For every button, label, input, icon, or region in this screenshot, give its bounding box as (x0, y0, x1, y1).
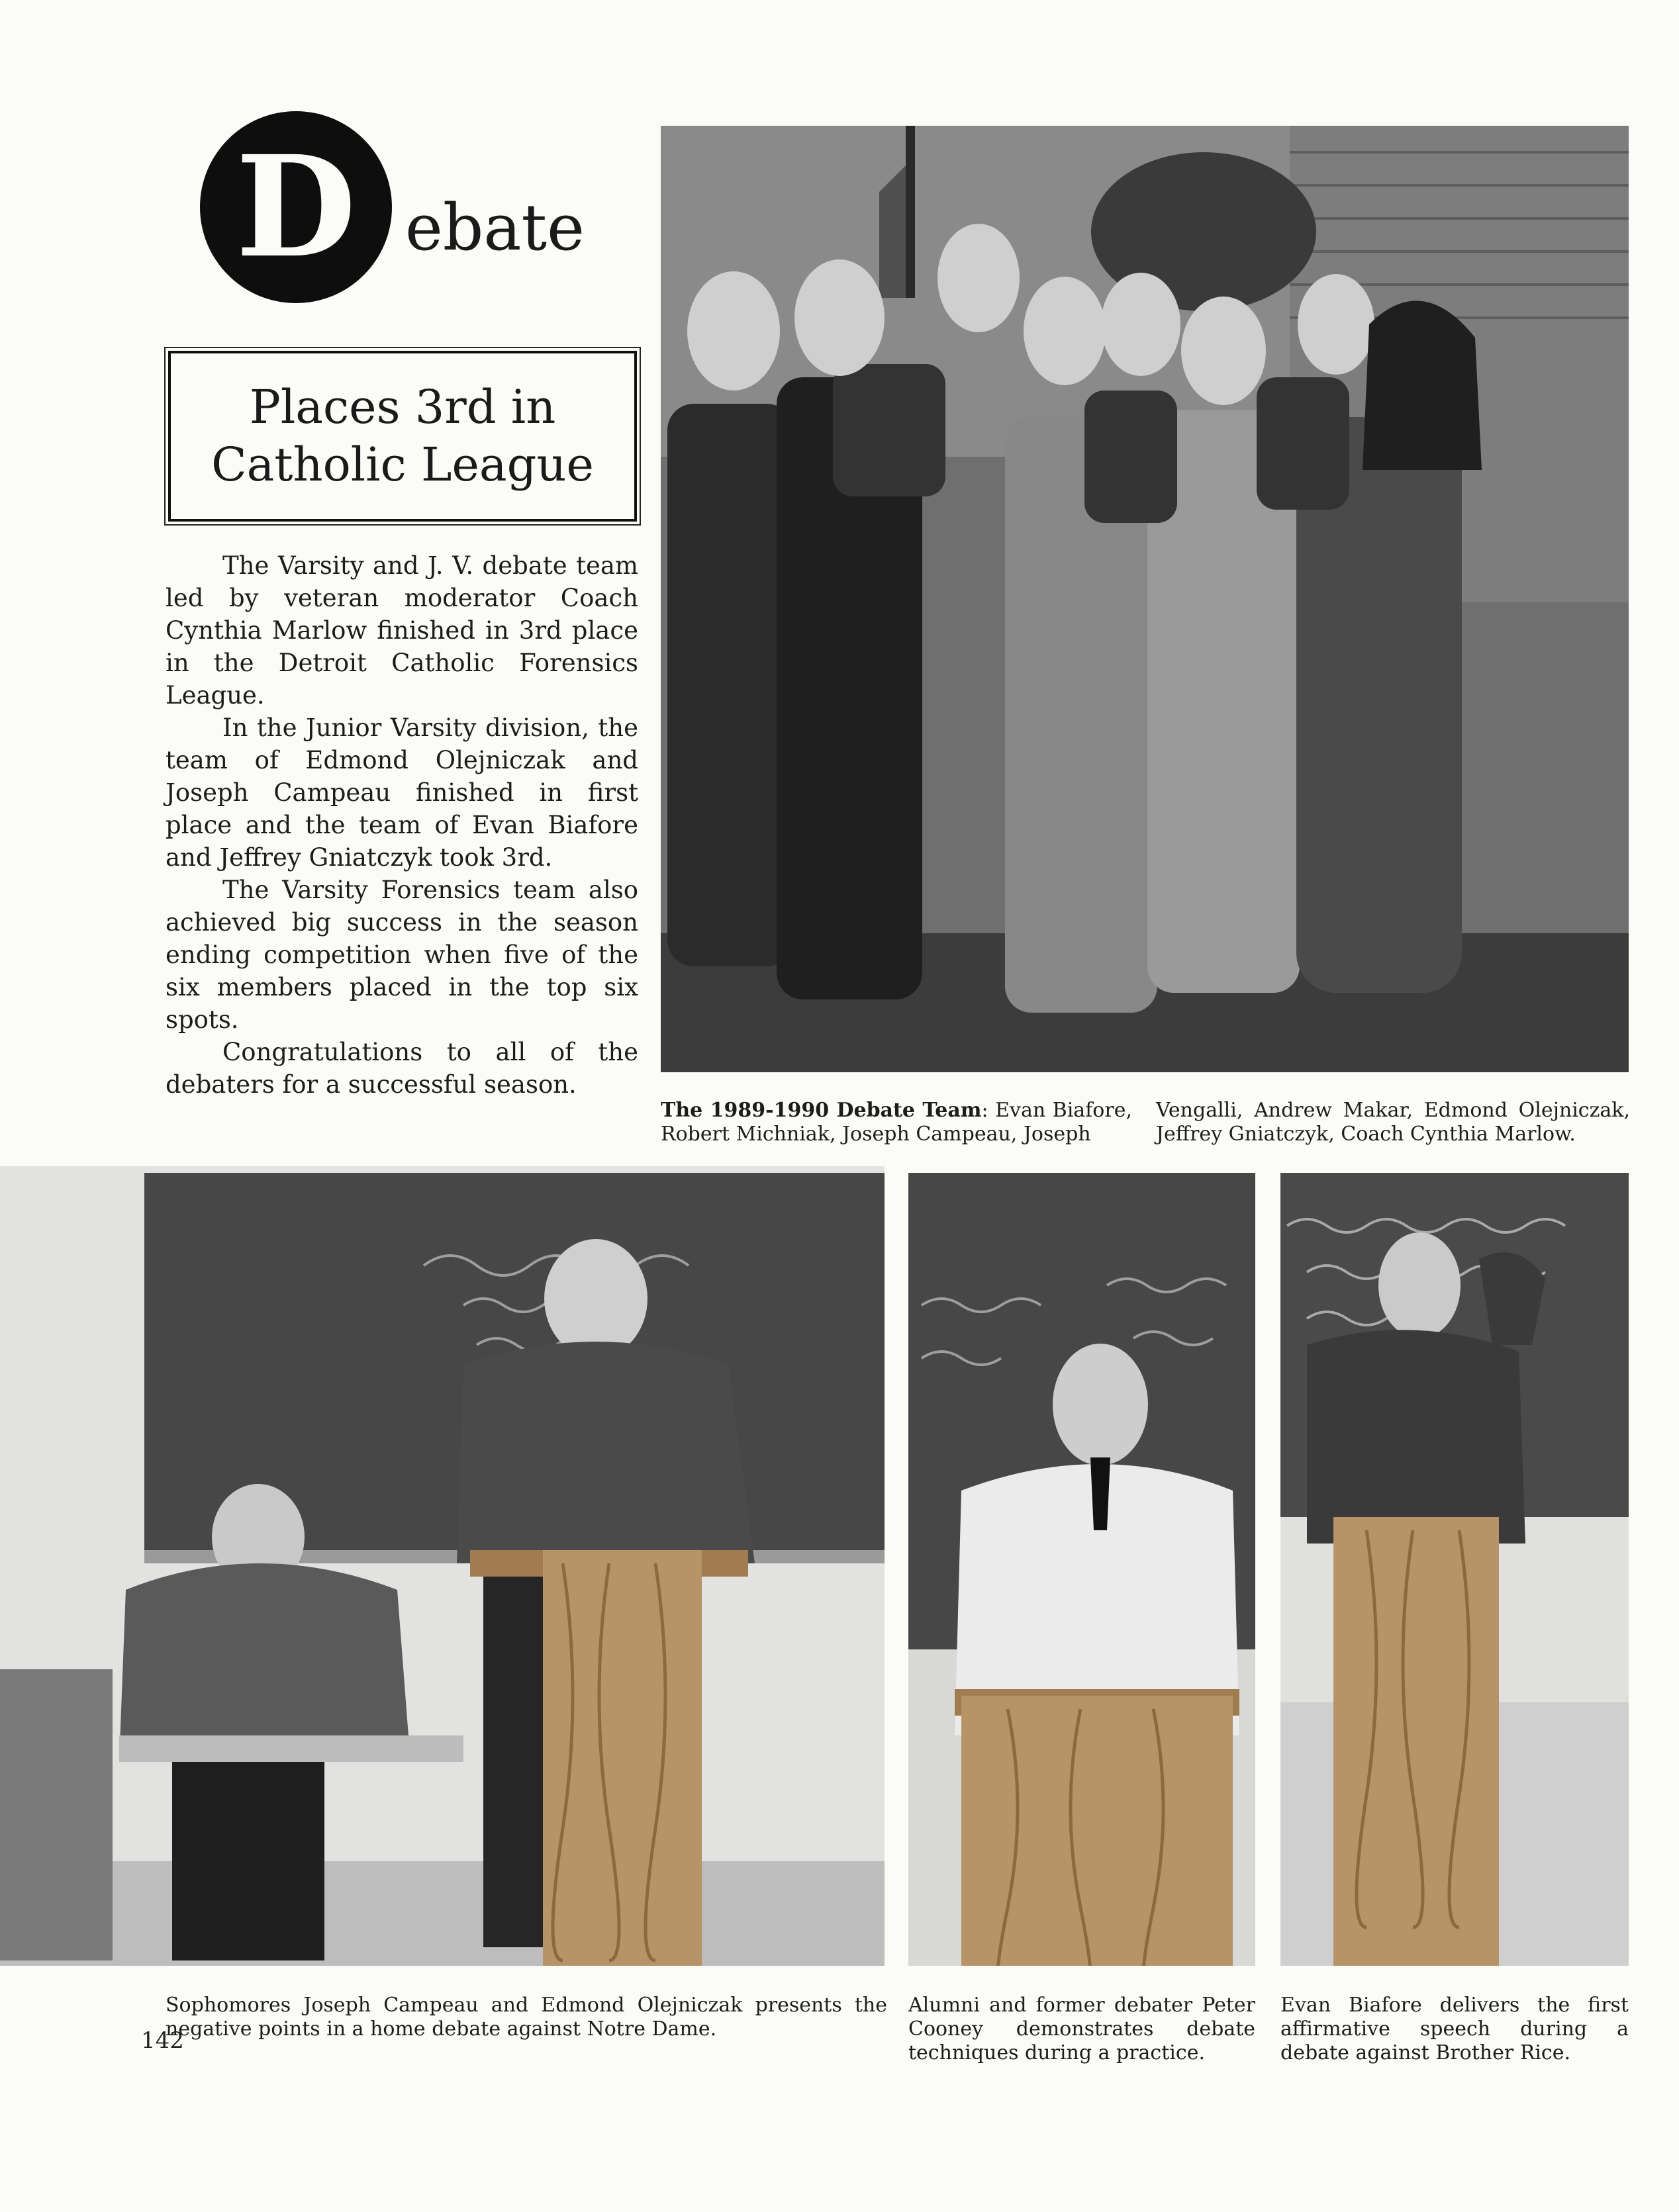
caption-photo-middle: Alumni and former debater Peter Cooney demonstrates debate techniques during a practice. (908, 1994, 1255, 2064)
debate-photo-left (0, 1166, 885, 1966)
article-paragraph: In the Junior Varsity division, the team of Edmond Olejniczak and Joseph Campeau finished in first place and the team of Evan Biafore and Jeffrey Gniatczyk took 3rd. (166, 714, 638, 872)
article-body (166, 549, 638, 1101)
drop-cap-circle (200, 111, 392, 303)
team-photo-caption-text: : Evan Biafore, Robert Michniak, Joseph Campeau, Joseph (661, 1099, 1132, 1146)
team-photo-caption-col1 (661, 1099, 1132, 1146)
article-paragraph: The Varsity and J. V. debate team led by veteran moderator Coach Cynthia Marlow finished in 3rd place in the Detroit Catholic Forensics League. (166, 551, 638, 710)
page-number: 142 (141, 2027, 184, 2054)
caption-photo-right: Evan Biafore delivers the first affirmative speech during a debate against Brother Rice. (1280, 1994, 1629, 2064)
drop-cap: D (235, 125, 357, 289)
team-photo-caption-col2: Vengalli, Andrew Makar, Edmond Olejniczak, Jeffrey Gniatczyk, Coach Cynthia Marlow. (1156, 1099, 1630, 1146)
debate-photo-middle (908, 1173, 1255, 1966)
article-paragraph: Congratulations to all of the debaters for a successful season. (166, 1038, 638, 1099)
heading-rest: ebate (405, 191, 585, 265)
caption-photo-left: Sophomores Joseph Campeau and Edmond Olejniczak presents the negative points in a home debate against Notre Dame. (166, 1994, 887, 2041)
subhead: Places 3rd in Catholic League (211, 380, 594, 492)
debate-photo-right (1280, 1173, 1629, 1966)
team-photo-caption-bold: The 1989-1990 Debate Team (661, 1099, 982, 1122)
article-paragraph: The Varsity Forensics team also achieved big success in the season ending competition when five of the six members placed in the top six spots. (166, 876, 638, 1034)
subhead-box (168, 351, 637, 522)
team-photo (661, 126, 1629, 1072)
